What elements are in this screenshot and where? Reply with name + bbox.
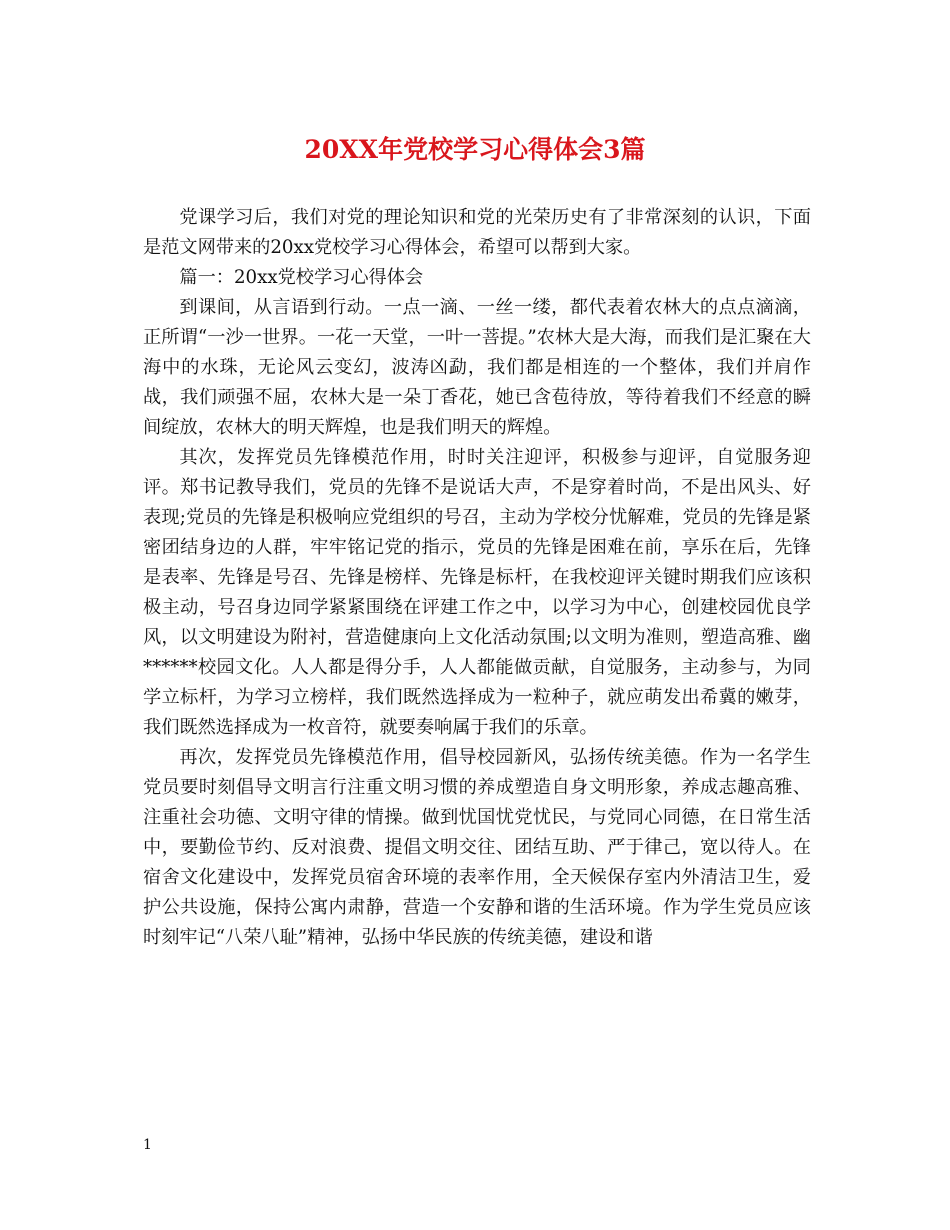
page-number: 1 <box>143 1137 152 1153</box>
document-title: 20XX年党校学习心得体会3篇 <box>304 135 646 164</box>
paragraph-intro: 党课学习后，我们对党的理论知识和党的光荣历史有了非常深刻的认识，下面是范文网带来的20xx党校学习心得体会，希望可以帮到大家。 <box>143 207 811 258</box>
section-heading: 篇一：20xx党校学习心得体会 <box>179 267 424 288</box>
paragraph: 到课间，从言语到行动。一点一滴、一丝一缕，都代表着农林大的点点滴滴，正所谓“一沙一世界。一花一天堂，一叶一菩提。”农林大是大海，而我们是汇聚在大海中的水珠，无论风云变幻，波涛凶勐，我们都是相连的一个整体，我们并肩作战，我们顽强不屈，农林大是一朵丁香花，她已含苞待放，等待着我们不经意的瞬间绽放，农林大的明天辉煌，也是我们明天的辉煌。 <box>143 297 811 438</box>
paragraph: 再次，发挥党员先锋模范作用，倡导校园新风，弘扬传统美德。作为一名学生党员要时刻倡导文明言行注重文明习惯的养成塑造自身文明形象，养成志趣高雅、注重社会功德、文明守律的情操。做到忧国忧党忧民，与党同心同德，在日常生活中，要勤俭节约、反对浪费、提倡文明交往、团结互助、严于律己，宽以待人。在宿舍文化建设中，发挥党员宿舍环境的表率作用，全天候保存室内外清洁卫生，爱护公共设施，保持公寓内肃静，营造一个安静和谐的生活环境。作为学生党员应该时刻牢记“八荣八耻”精神，弘扬中华民族的传统美德，建设和谐 <box>143 747 811 948</box>
document-body <box>143 203 811 953</box>
paragraph: 其次，发挥党员先锋模范作用，时时关注迎评，积极参与迎评，自觉服务迎评。郑书记教导我们，党员的先锋不是说话大声，不是穿着时尚，不是出风头、好表现;党员的先锋是积极响应党组织的号召，主动为学校分忧解难，党员的先锋是紧密团结身边的人群，牢牢铭记党的指示，党员的先锋是困难在前，享乐在后，先锋是表率、先锋是号召、先锋是榜样、先锋是标杆，在我校迎评关键时期我们应该积极主动，号召身边同学紧紧围绕在评建工作之中，以学习为中心，创建校园优良学风，以文明建设为附衬，营造健康向上文化活动氛围;以文明为准则，塑造高雅、幽******校园文化。人人都是得分手，人人都能做贡献，自觉服务，主动参与，为同学立标杆，为学习立榜样，我们既然选择成为一粒种子，就应萌发出希冀的嫩芽，我们既然选择成为一枚音符，就要奏响属于我们的乐章。 <box>143 447 811 738</box>
